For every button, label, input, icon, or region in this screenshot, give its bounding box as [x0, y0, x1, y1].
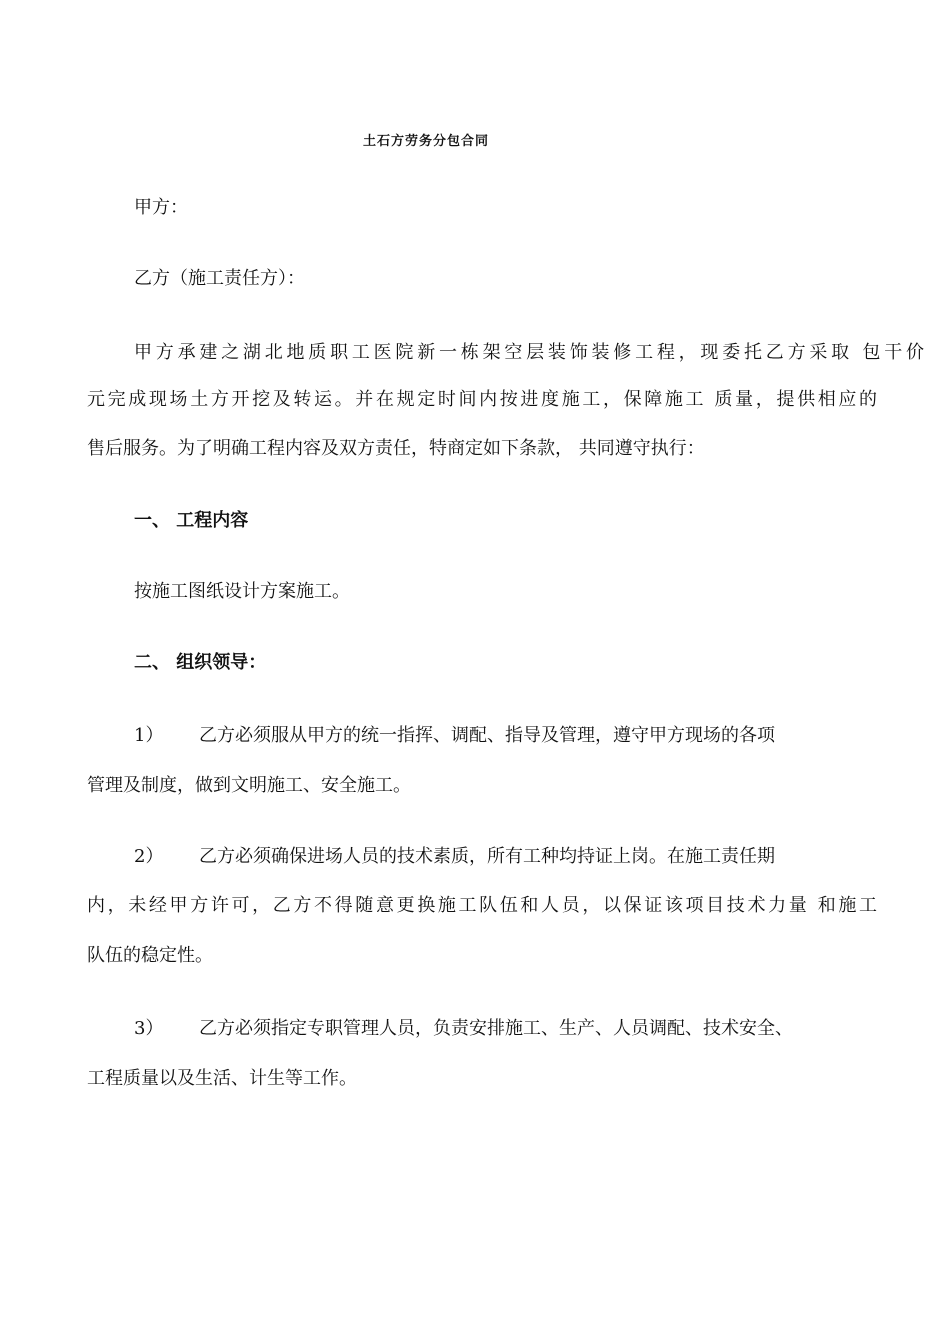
- item-2-line-1: [87, 836, 924, 877]
- intro-line-3: 售后服务。为了明确工程内容及双方责任，特商定如下条款， 共同遵守执行：: [87, 438, 705, 459]
- section-1-body: 按施工图纸设计方案施工。: [134, 581, 350, 602]
- item-1-number: 1）: [134, 725, 164, 746]
- item-3-text: 乙方必须指定专职管理人员，负责安排施工、生产、人员调配、技术安全、: [199, 1018, 793, 1039]
- item-2-line-2: 内，未经甲方许可，乙方不得随意更换施工队伍和人员，以保证该项目技术力量 和施工: [87, 895, 877, 916]
- party-b-line: 乙方（施工责任方）：: [134, 268, 305, 289]
- section-1-heading: 一、 工程内容: [134, 510, 249, 531]
- section-2-heading: 二、 组织领导：: [134, 652, 267, 673]
- party-a-line: 甲方：: [134, 197, 188, 218]
- item-3-line-1: [87, 1008, 924, 1049]
- intro-line-1: 甲方承建之湖北地质职工医院新一栋架空层装饰装修工程，现委托乙方采取 包干价: [134, 342, 924, 363]
- item-2-number: 2）: [134, 846, 164, 867]
- item-1-line-1: [87, 715, 924, 756]
- item-1-line-2: 管理及制度，做到文明施工、安全施工。: [87, 775, 411, 796]
- intro-line-2: 元完成现场土方开挖及转运。并在规定时间内按进度施工，保障施工 质量，提供相应的: [87, 389, 877, 410]
- item-2-line-3: 队伍的稳定性。: [87, 945, 213, 966]
- item-3-line-2: 工程质量以及生活、计生等工作。: [87, 1068, 357, 1089]
- document-title: 土石方劳务分包合同: [362, 134, 489, 149]
- item-2-text: 乙方必须确保进场人员的技术素质，所有工种均持证上岗。在施工责任期: [199, 846, 775, 867]
- item-3-number: 3）: [134, 1018, 164, 1039]
- item-1-text: 乙方必须服从甲方的统一指挥、调配、指导及管理，遵守甲方现场的各项: [199, 725, 775, 746]
